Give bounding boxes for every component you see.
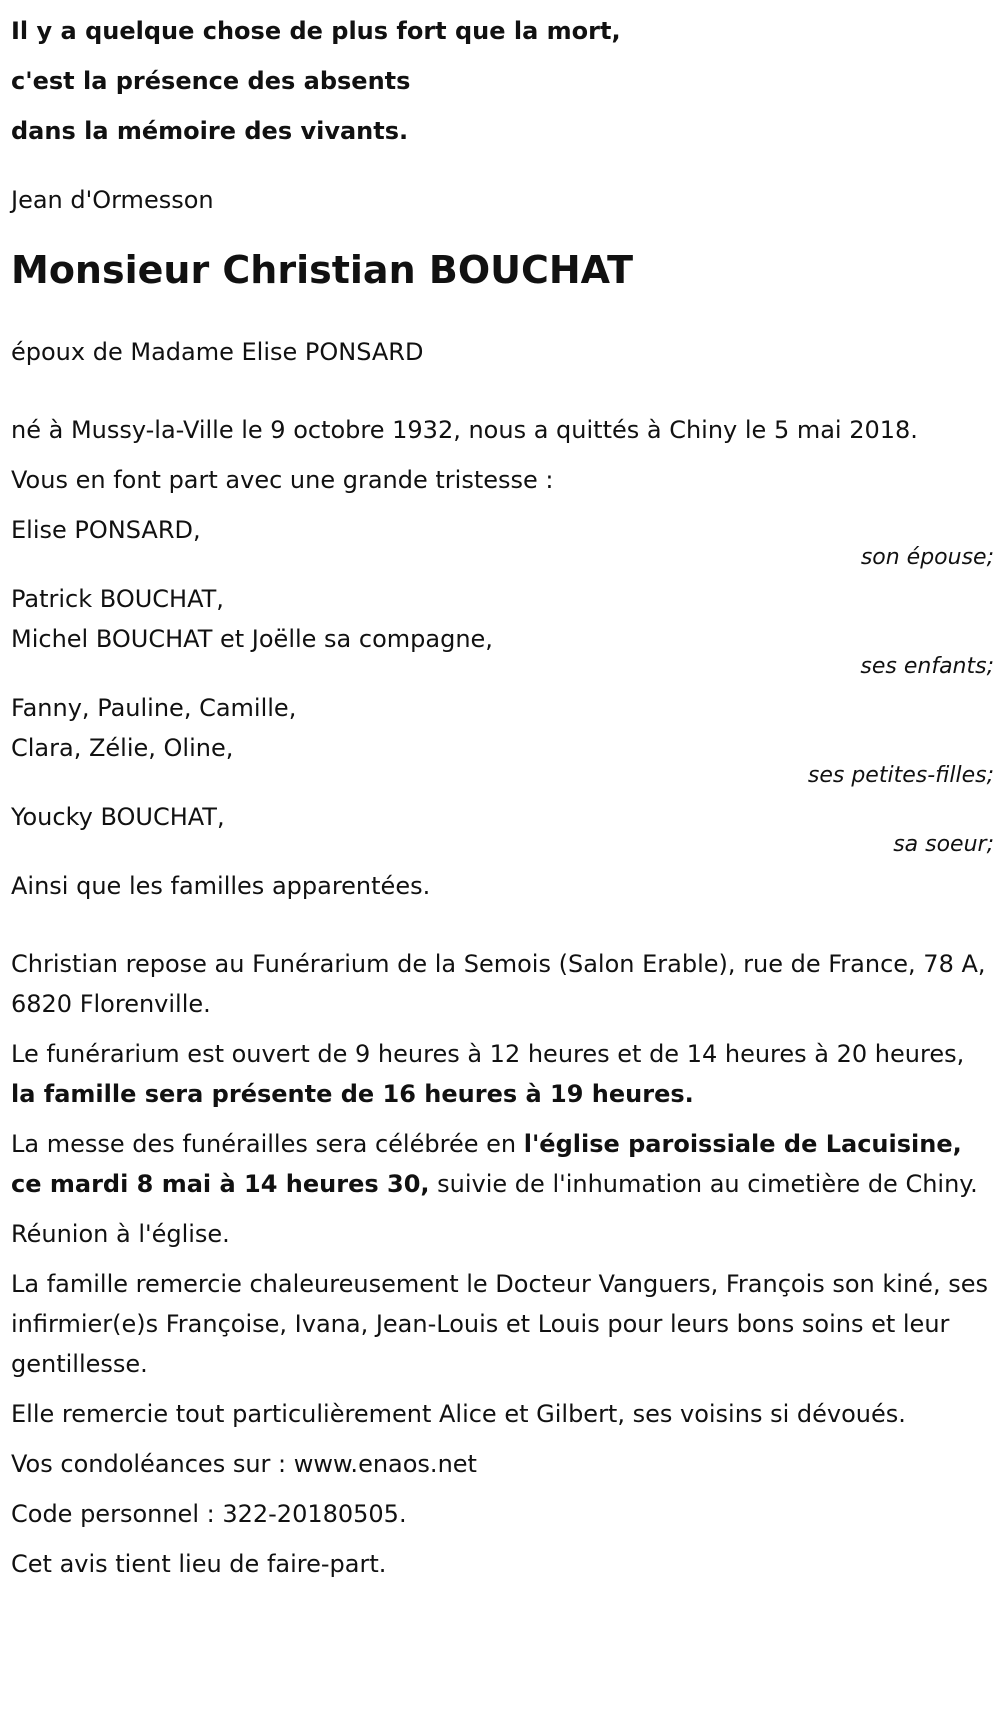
mass-paragraph	[11, 1124, 996, 1204]
neighbors-thanks-paragraph: Elle remercie tout particulièrement Alice et Gilbert, ses voisins si dévoués.	[11, 1400, 906, 1428]
mass-location-text: l'église paroissiale de Lacuisine, ce mardi 8 mai à 14 heures 30,	[11, 1130, 962, 1198]
notice-line: Cet avis tient lieu de faire-part.	[11, 1550, 387, 1578]
quote-line-1: Il y a quelque chose de plus fort que la mort,	[11, 17, 621, 45]
spouse-line: époux de Madame Elise PONSARD	[11, 338, 424, 366]
family-relation: ses petites-filles;	[807, 763, 994, 788]
repose-paragraph: Christian repose au Funérarium de la Semois (Salon Erable), rue de France, 78 A, 6820 Florenville.	[11, 950, 986, 1018]
mass-burial-text: suivie de l'inhumation au cimetière de Chiny.	[429, 1170, 978, 1198]
condolences-line: Vos condoléances sur : www.enaos.net	[11, 1450, 477, 1478]
deceased-name: Monsieur Christian BOUCHAT	[11, 248, 634, 292]
families-line: Ainsi que les familles apparentées.	[11, 872, 431, 900]
quote-block	[11, 6, 996, 217]
birth-death-line: né à Mussy-la-Ville le 9 octobre 1932, nous a quittés à Chiny le 5 mai 2018.	[11, 416, 918, 444]
family-relation: son épouse;	[860, 545, 994, 570]
family-name: Clara, Zélie, Oline,	[11, 734, 234, 762]
mass-intro-text: La messe des funérailles sera célébrée en	[11, 1130, 524, 1158]
obituary-content	[11, 6, 996, 1584]
family-group-granddaughters	[11, 688, 996, 787]
family-name: Elise PONSARD,	[11, 516, 201, 544]
family-group-sister	[11, 797, 996, 856]
family-relation: ses enfants;	[860, 654, 994, 679]
family-name: Fanny, Pauline, Camille,	[11, 694, 297, 722]
hours-text: Le funérarium est ouvert de 9 heures à 12 heures et de 14 heures à 20 heures,	[11, 1040, 965, 1068]
quote-author: Jean d'Ormesson	[11, 186, 214, 214]
personal-code-line: Code personnel : 322-20180505.	[11, 1500, 407, 1528]
hours-paragraph	[11, 1034, 996, 1114]
family-relation: sa soeur;	[893, 832, 994, 857]
quote-line-3: dans la mémoire des vivants.	[11, 117, 409, 145]
announcement-line: Vous en font part avec une grande tristesse :	[11, 466, 554, 494]
meeting-paragraph: Réunion à l'église.	[11, 1220, 230, 1248]
family-name: Youcky BOUCHAT,	[11, 803, 225, 831]
family-group-spouse	[11, 510, 996, 569]
thanks-paragraph: La famille remercie chaleureusement le Docteur Vanguers, François son kiné, ses infirmier(e)s Françoise, Ivana, Jean-Louis et Louis pour leurs bons soins et leur gentillesse.	[11, 1270, 988, 1378]
family-list	[11, 510, 996, 856]
family-name: Patrick BOUCHAT,	[11, 585, 224, 613]
quote-line-2: c'est la présence des absents	[11, 67, 411, 95]
family-name: Michel BOUCHAT et Joëlle sa compagne,	[11, 625, 493, 653]
family-group-children	[11, 579, 996, 678]
family-presence-text: la famille sera présente de 16 heures à 19 heures.	[11, 1080, 694, 1108]
